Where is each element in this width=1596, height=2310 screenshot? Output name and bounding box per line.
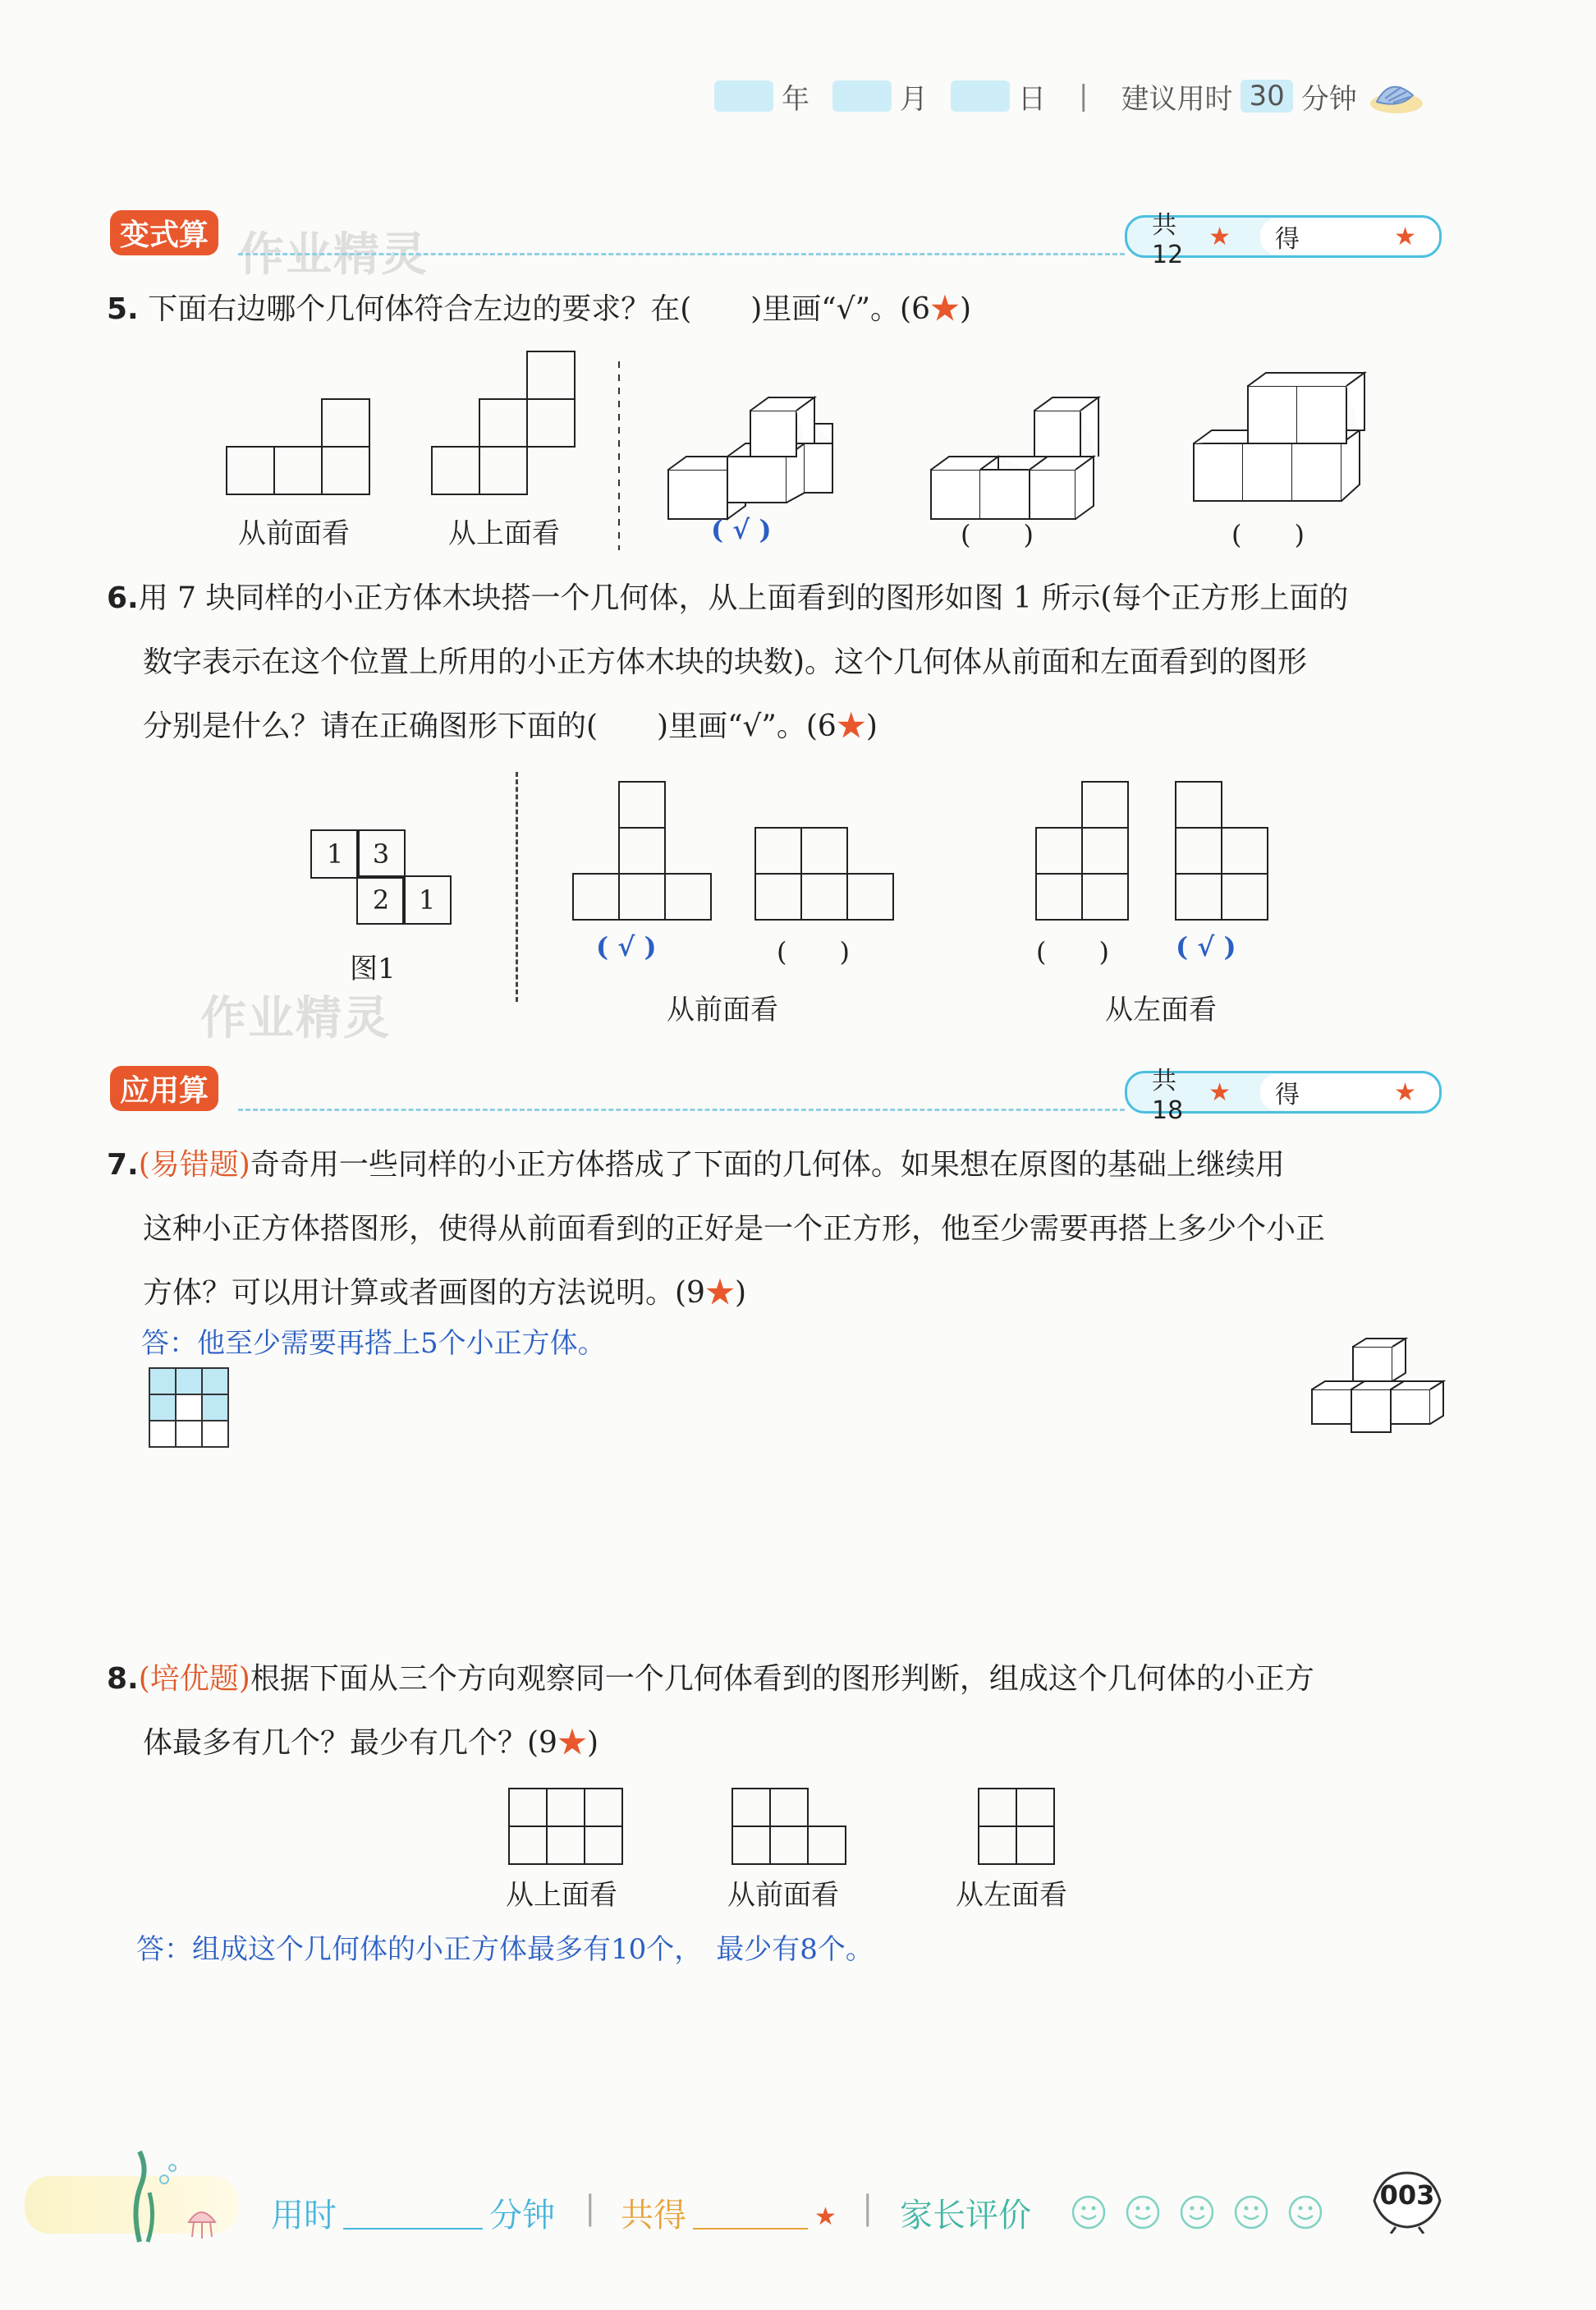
section1-total: 共 12 bbox=[1152, 210, 1184, 269]
star-icon: ★ bbox=[814, 2202, 837, 2231]
year-label: 年 bbox=[782, 82, 809, 116]
star-icon: ★ bbox=[1394, 222, 1416, 251]
q8-caption-top: 从上面看 bbox=[506, 1879, 617, 1912]
q7-close: ) bbox=[734, 1276, 747, 1310]
q6-caption-front: 从前面看 bbox=[667, 994, 778, 1026]
cell: 1 bbox=[310, 829, 360, 879]
q5-close: ) bbox=[960, 292, 972, 326]
footer-time-label: 用时 bbox=[271, 2197, 337, 2234]
q5-text bbox=[107, 278, 1453, 342]
q5-option2[interactable]: ( ) bbox=[961, 519, 1034, 550]
q5-option1[interactable]: ( √ ) bbox=[711, 514, 772, 545]
q6-option-b[interactable]: ( ) bbox=[777, 936, 850, 967]
cell: 1 bbox=[402, 875, 452, 925]
q7-solid-figure bbox=[1307, 1335, 1447, 1442]
section1-score-box bbox=[1125, 210, 1442, 269]
section-title-variant: 变式算 bbox=[110, 210, 218, 255]
q8-text bbox=[107, 1647, 1453, 1775]
watermark-2: 作业精灵 bbox=[200, 992, 391, 1045]
cell: 2 bbox=[356, 875, 406, 925]
rating-smileys[interactable] bbox=[1067, 2188, 1330, 2237]
section1-got: 得 bbox=[1260, 218, 1439, 255]
q7-number: 7. bbox=[107, 1148, 139, 1182]
header-date-bar bbox=[714, 76, 1424, 117]
q8-caption-front: 从前面看 bbox=[727, 1879, 839, 1912]
section-title-application: 应用算 bbox=[110, 1066, 218, 1111]
q8-caption-left: 从左面看 bbox=[956, 1879, 1067, 1912]
watermark-1: 作业精灵 bbox=[238, 228, 429, 282]
seaweed-jellyfish-icon bbox=[123, 2143, 238, 2250]
q5-caption-front: 从前面看 bbox=[238, 517, 350, 550]
q7-line1: 奇奇用一些同样的小正方体搭成了下面的几何体。如果想在原图的基础上继续用 bbox=[250, 1148, 1285, 1182]
q6-text bbox=[107, 567, 1453, 759]
q6-line2: 数字表示在这个位置上所用的小正方体木块的块数)。这个几何体从前面和左面看到的图形 bbox=[143, 645, 1308, 679]
day-field[interactable] bbox=[951, 80, 1010, 112]
footer-parent-label: 家长评价 bbox=[900, 2197, 1031, 2234]
footer-total-field[interactable] bbox=[693, 2228, 808, 2230]
q7-answer-drawing bbox=[148, 1366, 233, 1449]
q7-tag: (易错题) bbox=[138, 1148, 250, 1182]
q7-line3: 方体？可以用计算或者画图的方法说明。(9 bbox=[143, 1276, 705, 1310]
footer-total-label: 共得 bbox=[621, 2197, 686, 2234]
q5-prompt: 下面右边哪个几何体符合左边的要求？在( )里画“√”。(6 bbox=[148, 292, 930, 326]
suggest-time-label: 建议用时 bbox=[1121, 82, 1233, 116]
q5-option3[interactable]: ( ) bbox=[1231, 519, 1305, 550]
q6-option-a[interactable]: ( √ ) bbox=[596, 931, 657, 962]
q6-line3: 分别是什么？请在正确图形下面的( )里画“√”。(6 bbox=[143, 710, 837, 743]
q7-line2: 这种小正方体搭图形，使得从前面看到的正好是一个正方形，他至少需要再搭上多少个小正 bbox=[143, 1212, 1326, 1246]
q6-line1: 用 7 块同样的小正方体木块搭一个几何体，从上面看到的图形如图 1 所示(每个正方形上面的 bbox=[138, 581, 1349, 615]
q6-divider bbox=[516, 772, 518, 1002]
q8-tag: (培优题) bbox=[138, 1662, 250, 1696]
section2-total: 共 18 bbox=[1152, 1066, 1184, 1125]
star-icon: ★ bbox=[1208, 222, 1231, 251]
cell: 3 bbox=[356, 829, 406, 879]
q8-answer: 答：组成这个几何体的小正方体最多有10个， 最少有8个。 bbox=[136, 1933, 874, 1966]
header-separator: | bbox=[1079, 80, 1089, 113]
section1-divider bbox=[238, 253, 1125, 255]
star-icon: ★ bbox=[557, 1726, 587, 1760]
q6-figure1-label: 图1 bbox=[350, 953, 396, 985]
star-icon: ★ bbox=[1208, 1077, 1231, 1107]
q8-number: 8. bbox=[107, 1662, 139, 1696]
day-label: 日 bbox=[1018, 82, 1046, 116]
footer-time bbox=[271, 2189, 555, 2236]
star-icon: ★ bbox=[1394, 1077, 1416, 1107]
star-icon: ★ bbox=[929, 292, 960, 326]
footer-separator: | bbox=[862, 2189, 874, 2227]
section2-got: 得 bbox=[1260, 1074, 1439, 1110]
q6-caption-left: 从左面看 bbox=[1105, 994, 1217, 1026]
q6-view-figures bbox=[566, 772, 1289, 936]
footer-minutes-label: 分钟 bbox=[489, 2197, 555, 2234]
q6-number: 6. bbox=[107, 581, 139, 615]
month-field[interactable] bbox=[832, 80, 892, 112]
q5-figures bbox=[222, 345, 1387, 558]
section2-divider bbox=[238, 1109, 1125, 1111]
footer-separator: | bbox=[585, 2189, 596, 2227]
q6-figure1 bbox=[310, 829, 455, 925]
q6-close: ) bbox=[865, 710, 878, 743]
page-number: 003 bbox=[1379, 2179, 1435, 2211]
q8-view-figures bbox=[507, 1787, 1066, 1869]
month-label: 月 bbox=[900, 82, 928, 116]
q5-number: 5. bbox=[107, 292, 139, 326]
footer-time-field[interactable] bbox=[343, 2228, 483, 2230]
shell-icon bbox=[1365, 76, 1424, 117]
page-number-badge bbox=[1366, 2168, 1448, 2234]
star-icon: ★ bbox=[836, 710, 866, 743]
q8-line2: 体最多有几个？最少有几个？(9 bbox=[143, 1726, 557, 1760]
section2-score-box bbox=[1125, 1066, 1442, 1125]
q6-option-d[interactable]: ( √ ) bbox=[1176, 931, 1236, 962]
q7-answer: 答：他至少需要再搭上5个小正方体。 bbox=[141, 1327, 606, 1360]
year-field[interactable] bbox=[714, 80, 773, 112]
q8-close: ) bbox=[586, 1726, 599, 1760]
q8-line1: 根据下面从三个方向观察同一个几何体看到的图形判断，组成这个几何体的小正方 bbox=[250, 1662, 1314, 1696]
q5-caption-top: 从上面看 bbox=[448, 517, 560, 550]
footer-total bbox=[621, 2189, 837, 2236]
suggest-minutes: 30 bbox=[1241, 80, 1292, 113]
q7-text bbox=[107, 1133, 1453, 1325]
star-icon: ★ bbox=[704, 1276, 735, 1310]
minutes-unit: 分钟 bbox=[1300, 82, 1357, 116]
q6-option-c[interactable]: ( ) bbox=[1036, 936, 1109, 967]
